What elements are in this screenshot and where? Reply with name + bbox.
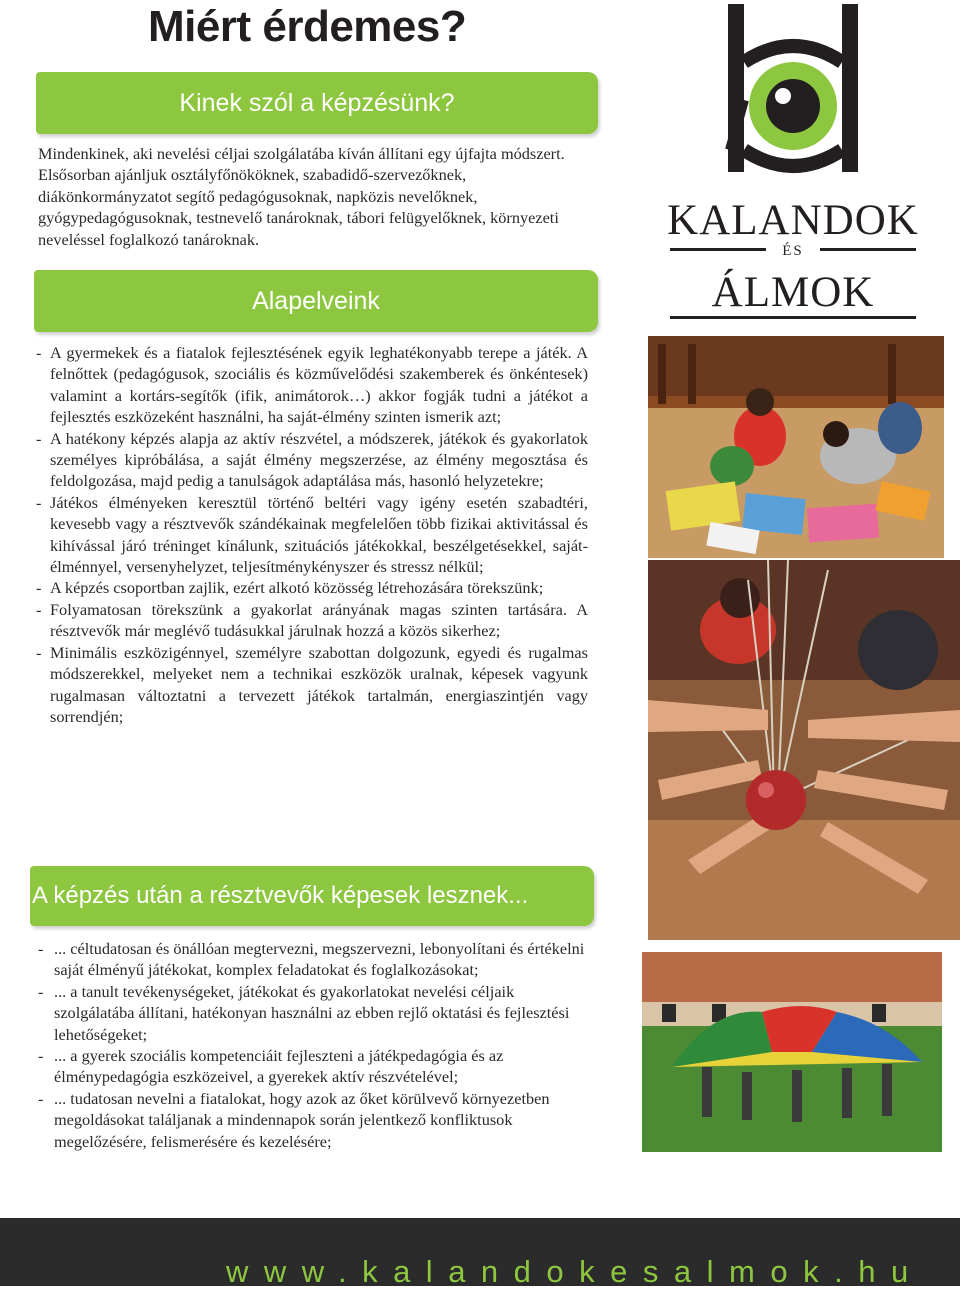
logo-text-almok: ÁLMOK xyxy=(711,269,875,316)
parachute-game-photo xyxy=(642,952,942,1152)
list-item: - ... a gyerek szociális kompetenciáit fejleszteni a játékpedagógia és az élménypedagógia eszközeivel, a gyerekek aktív részvételével; xyxy=(38,1045,598,1088)
kd-eye-monogram-icon xyxy=(666,0,920,196)
logo-rule-right xyxy=(820,248,916,251)
list-item: - ... a tanult tevékenységeket, játékokat és gyakorlatokat nevelési céljaik szolgálatába állítani, hatékonyan használni az ebben rejlő oktatási és fejlesztési lehetőségeket; xyxy=(38,981,598,1045)
target-text: Mindenkinek, aki nevelési céljai szolgálatába kíván állítani egy újfajta módszert. Elsősorban ajánljuk osztályfőnököknek, szabadidő-szervezőknek, diákönkormányzatot segítő pedagógusoknak, napközis nevelőknek, gyógypedagógusoknak, testnevelő tanároknak, tábori felügyelőknek, környezeti neveléssel foglalkozó tanároknak. xyxy=(38,144,565,249)
string-ball-game-photo xyxy=(648,560,960,940)
logo-text-kalandok: KALANDOK xyxy=(667,197,919,244)
list-item: - A gyermekek és a fiatalok fejlesztésének egyik leghatékonyabb terepe a játék. A felnőttek (pedagógusok, szociális és közművelődési szakemberek és önkéntesek) valamint a kortárs-segítők (ifik, animátorok…) akkor fogják tudni a játékot a fejlesztés eszközeként használni, ha saját-élmény szinten ismerik azt; xyxy=(36,342,588,428)
list-item: - Minimális eszközigénnyel, személyre szabottan dolgozunk, egyedi és rugalmas módszerekkel, melyeket nem a technikai eszközök uralnak, képesek vagyunk rugalmasan változtatni a tervezett játékok tartalmán, energiaszintjén vagy sorrendjén; xyxy=(36,642,588,728)
logo-rule-bottom xyxy=(670,316,916,319)
section-heading-outcomes: A képzés után a résztvevők képesek lesznek... xyxy=(30,866,594,926)
list-item: - A hatékony képzés alapja az aktív részvétel, a módszerek, játékok és gyakorlatok személyes kipróbálása, a saját élmény megszerzése, az élmény megosztása és feldolgozása, majd pedig a tanulságok adaptálása más, hasonló helyzetekre; xyxy=(36,428,588,492)
list-item: - A képzés csoportban zajlik, ezért alkotó közösség létrehozására törekszünk; xyxy=(36,577,588,598)
list-item: - ... tudatosan nevelni a fiatalokat, hogy azok az őket körülvevő környezetben megoldásokat találjanak a mindennapok során jelentkező konfliktusok megelőzésére, felismerésére és kezelésére; xyxy=(38,1088,598,1152)
outcomes-list xyxy=(38,938,598,1152)
section-heading-principles: Alapelveink xyxy=(34,270,598,332)
footer-website-link[interactable]: www.kalandokesalmok.hu xyxy=(226,1254,924,1289)
list-item: - Folyamatosan törekszünk a gyakorlat arányának magas szinten tartására. A résztvevők már meglévő tudásukkal járulnak hozzá a közös sikerhez; xyxy=(36,599,588,642)
section-heading-target: Kinek szól a képzésünk? xyxy=(36,72,598,134)
page-title: Miért érdemes? xyxy=(148,2,467,51)
principles-list xyxy=(36,342,588,727)
list-item: - Játékos élményeken keresztül történő beltéri vagy igény esetén szabadtéri, kevesebb vagy a résztvevők szándékainak megfelelően több fizikai aktivitással és kihívással járó tréninget kínálunk, szituációs játékokkal, beszélgetésekkel, saját-élménnyel, versenyhelyzet, teljesítménykényszer és stressz nélkül; xyxy=(36,492,588,578)
list-item: - ... céltudatosan és önállóan megtervezni, megszervezni, lebonyolítani és értékelni saját élményű játékokat, komplex feladatokat és foglalkozásokat; xyxy=(38,938,598,981)
brand-logo xyxy=(666,0,920,322)
logo-text-es: ÉS xyxy=(782,243,804,259)
children-craft-photo xyxy=(648,336,944,558)
